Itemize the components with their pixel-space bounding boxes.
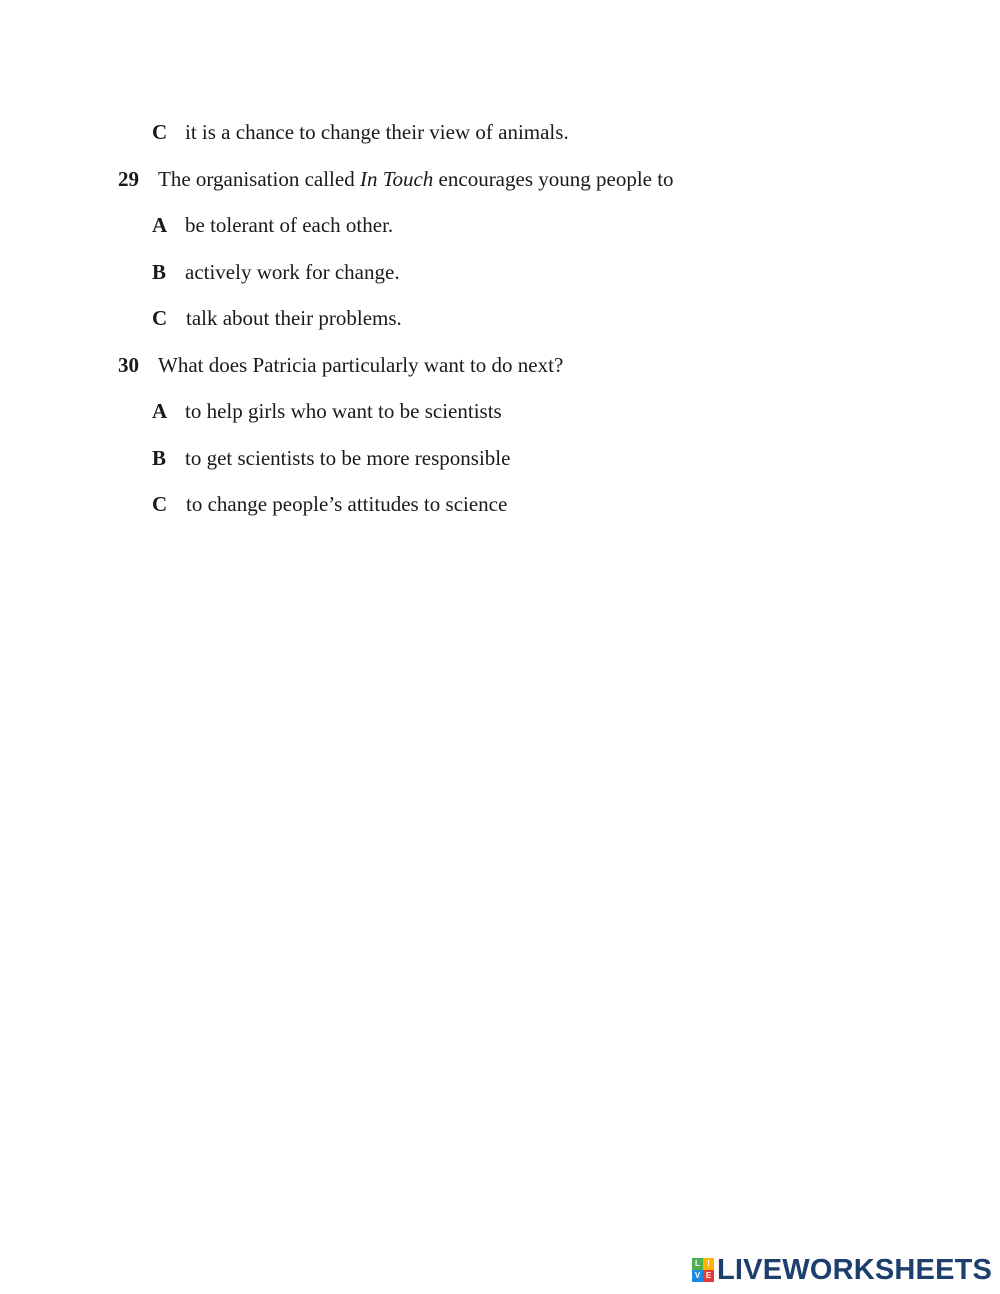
question-number: 29 (118, 167, 139, 191)
option-29-c (152, 306, 402, 330)
question-29 (118, 167, 674, 191)
option-text: to help girls who want to be scientists (185, 399, 502, 423)
option-letter: B (152, 446, 167, 470)
option-letter: A (152, 399, 168, 423)
option-30-b (152, 446, 510, 470)
option-30-a (152, 399, 502, 423)
question-number: 30 (118, 353, 139, 377)
option-28-c (152, 120, 569, 144)
option-29-b (152, 260, 400, 284)
option-letter: B (152, 260, 167, 284)
option-text: to change people’s attitudes to science (186, 492, 508, 516)
question-30 (118, 353, 563, 377)
organisation-name: In Touch (359, 167, 434, 191)
option-letter: A (152, 213, 168, 237)
option-letter: C (152, 492, 168, 516)
option-29-a (152, 213, 393, 237)
question-text: What does Patricia particularly want to do next? (158, 353, 564, 377)
liveworksheets-logo (692, 1256, 992, 1284)
question-text-end: encourages young people to (433, 167, 674, 191)
live-blocks-icon: L I V E (692, 1258, 714, 1282)
option-text: talk about their problems. (186, 306, 402, 330)
option-letter: C (152, 120, 168, 144)
option-text: it is a chance to change their view of animals. (185, 120, 569, 144)
option-letter: C (152, 306, 168, 330)
question-text-start: The organisation called (158, 167, 360, 191)
option-text: actively work for change. (185, 260, 400, 284)
option-30-c (152, 492, 507, 516)
option-text: to get scientists to be more responsible (185, 446, 511, 470)
option-text: be tolerant of each other. (185, 213, 394, 237)
logo-wordmark: LIVEWORKSHEETS (717, 1254, 993, 1286)
